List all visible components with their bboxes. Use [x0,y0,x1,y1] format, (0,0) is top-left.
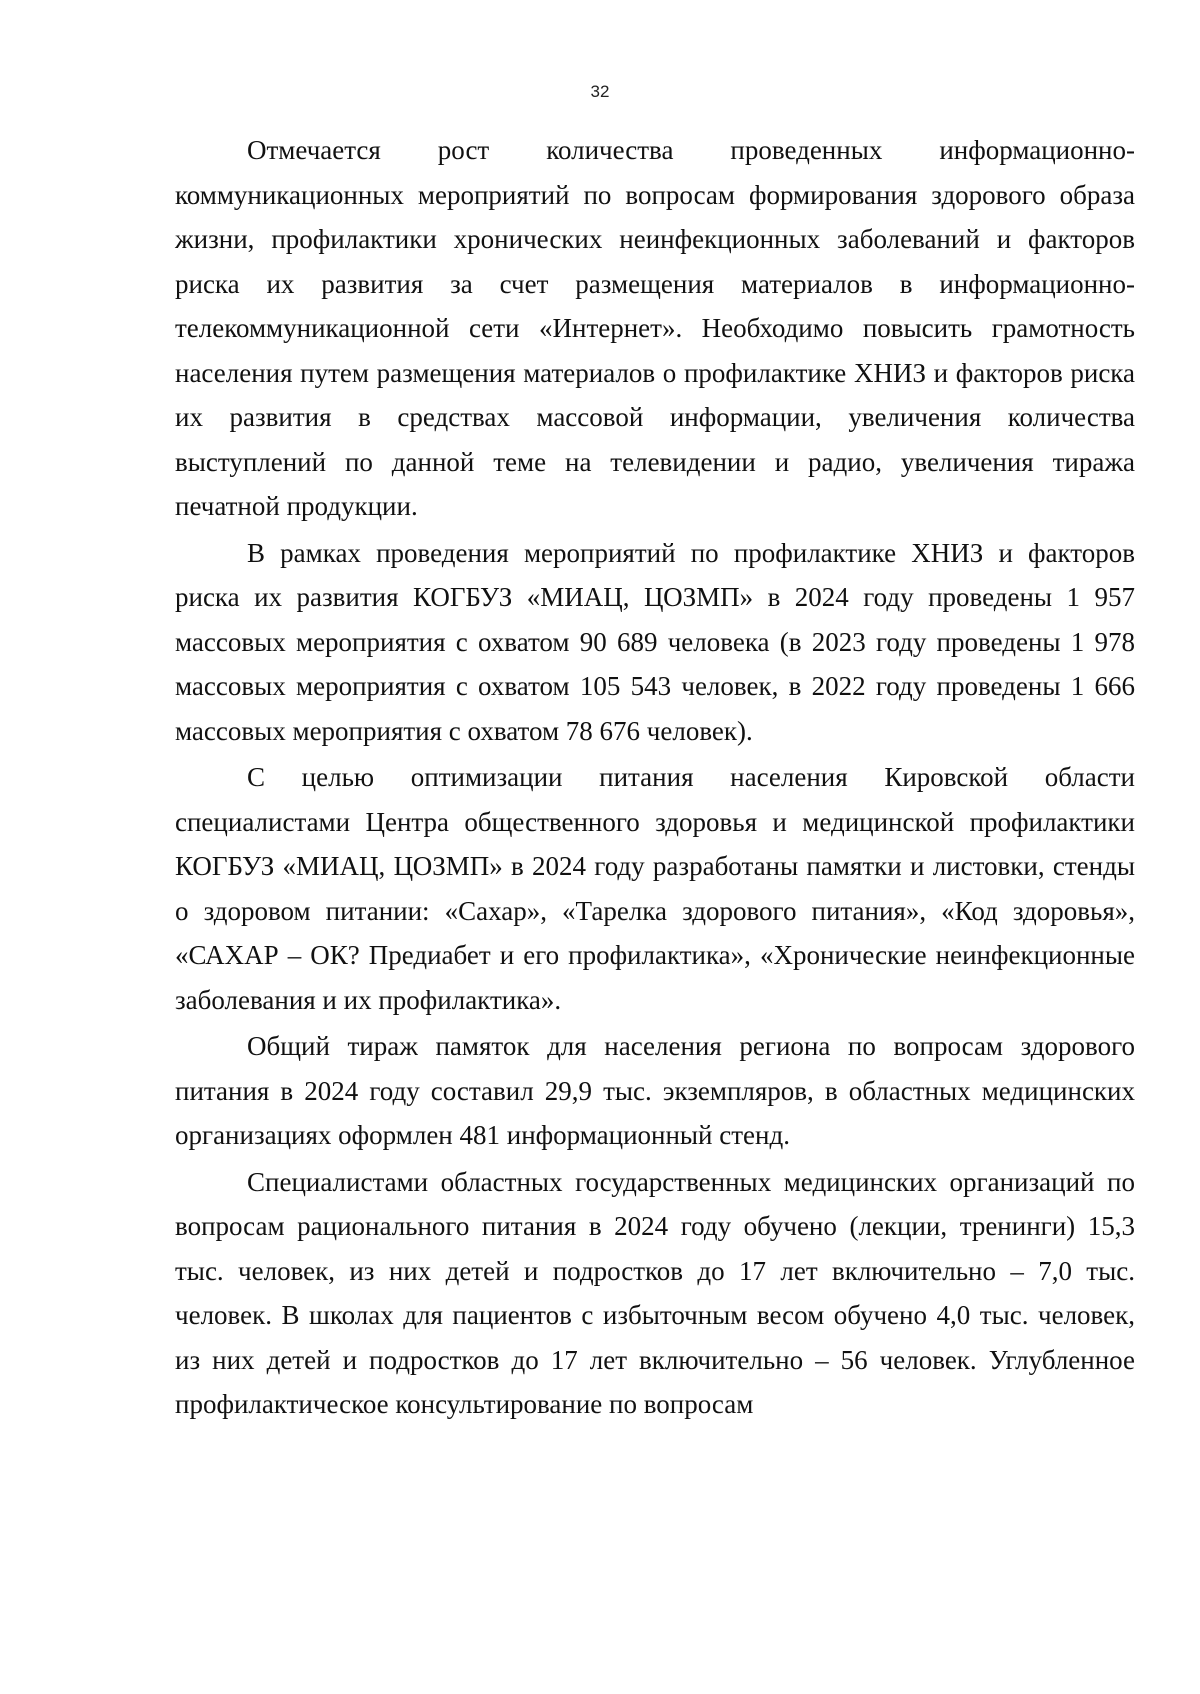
document-body [175,128,1135,1427]
paragraph-nutrition-materials: С целью оптимизации питания населения Кировской области специалистами Центра общественного здоровья и медицинской профилактики КОГБУЗ «МИАЦ, ЦОЗМП» в 2024 году разработаны памятки и листовки, стенды о здоровом питании: «Сахар», «Тарелка здорового питания», «Код здоровья», «САХАР – ОК? Предиабет и его профилактика», «Хронические неинфекционные заболевания и их профилактика». [175,762,1135,1015]
page-number: 32 [590,82,610,101]
paragraph-nutrition-training: Специалистами областных государственных медицинских организаций по вопросам рационального питания в 2024 году обучено (лекции, тренинги) 15,3 тыс. человек, из них детей и подростков до 17 лет включительно – 7,0 тыс. человек. В школах для пациентов с избыточным весом обучено 4,0 тыс. человек, из них детей и подростков до 17 лет включительно – 56 человек. Углубленное профилактическое консультирование по вопросам [175,1166,1135,1419]
paragraph-leaflet-circulation: Общий тираж памяток для населения региона по вопросам здорового питания в 2024 году составил 29,9 тыс. экземпляров, в областных медицинских организациях оформлен 481 информационный стенд. [175,1031,1135,1150]
paragraph-info-communication-events: Отмечается рост количества проведенных информационно-коммуникационных мероприятий по вопросам формирования здорового образа жизни, профилактики хронических неинфекционных заболеваний и факторов риска их развития за счет размещения материалов в информационно-телекоммуникационной сети «Интернет». Необходимо повысить грамотность населения путем размещения материалов о профилактике ХНИЗ и факторов риска их развития в средствах массовой информации, увеличения количества выступлений по данной теме на телевидении и радио, увеличения тиража печатной продукции. [175,135,1135,521]
paragraph-mass-events-statistics: В рамках проведения мероприятий по профилактике ХНИЗ и факторов риска их развития КОГБУЗ «МИАЦ, ЦОЗМП» в 2024 году проведены 1 957 массовых мероприятия с охватом 90 689 человека (в 2023 году проведены 1 978 массовых мероприятия с охватом 105 543 человек, в 2022 году проведены 1 666 массовых мероприятия с охватом 78 676 человек). [175,537,1135,746]
